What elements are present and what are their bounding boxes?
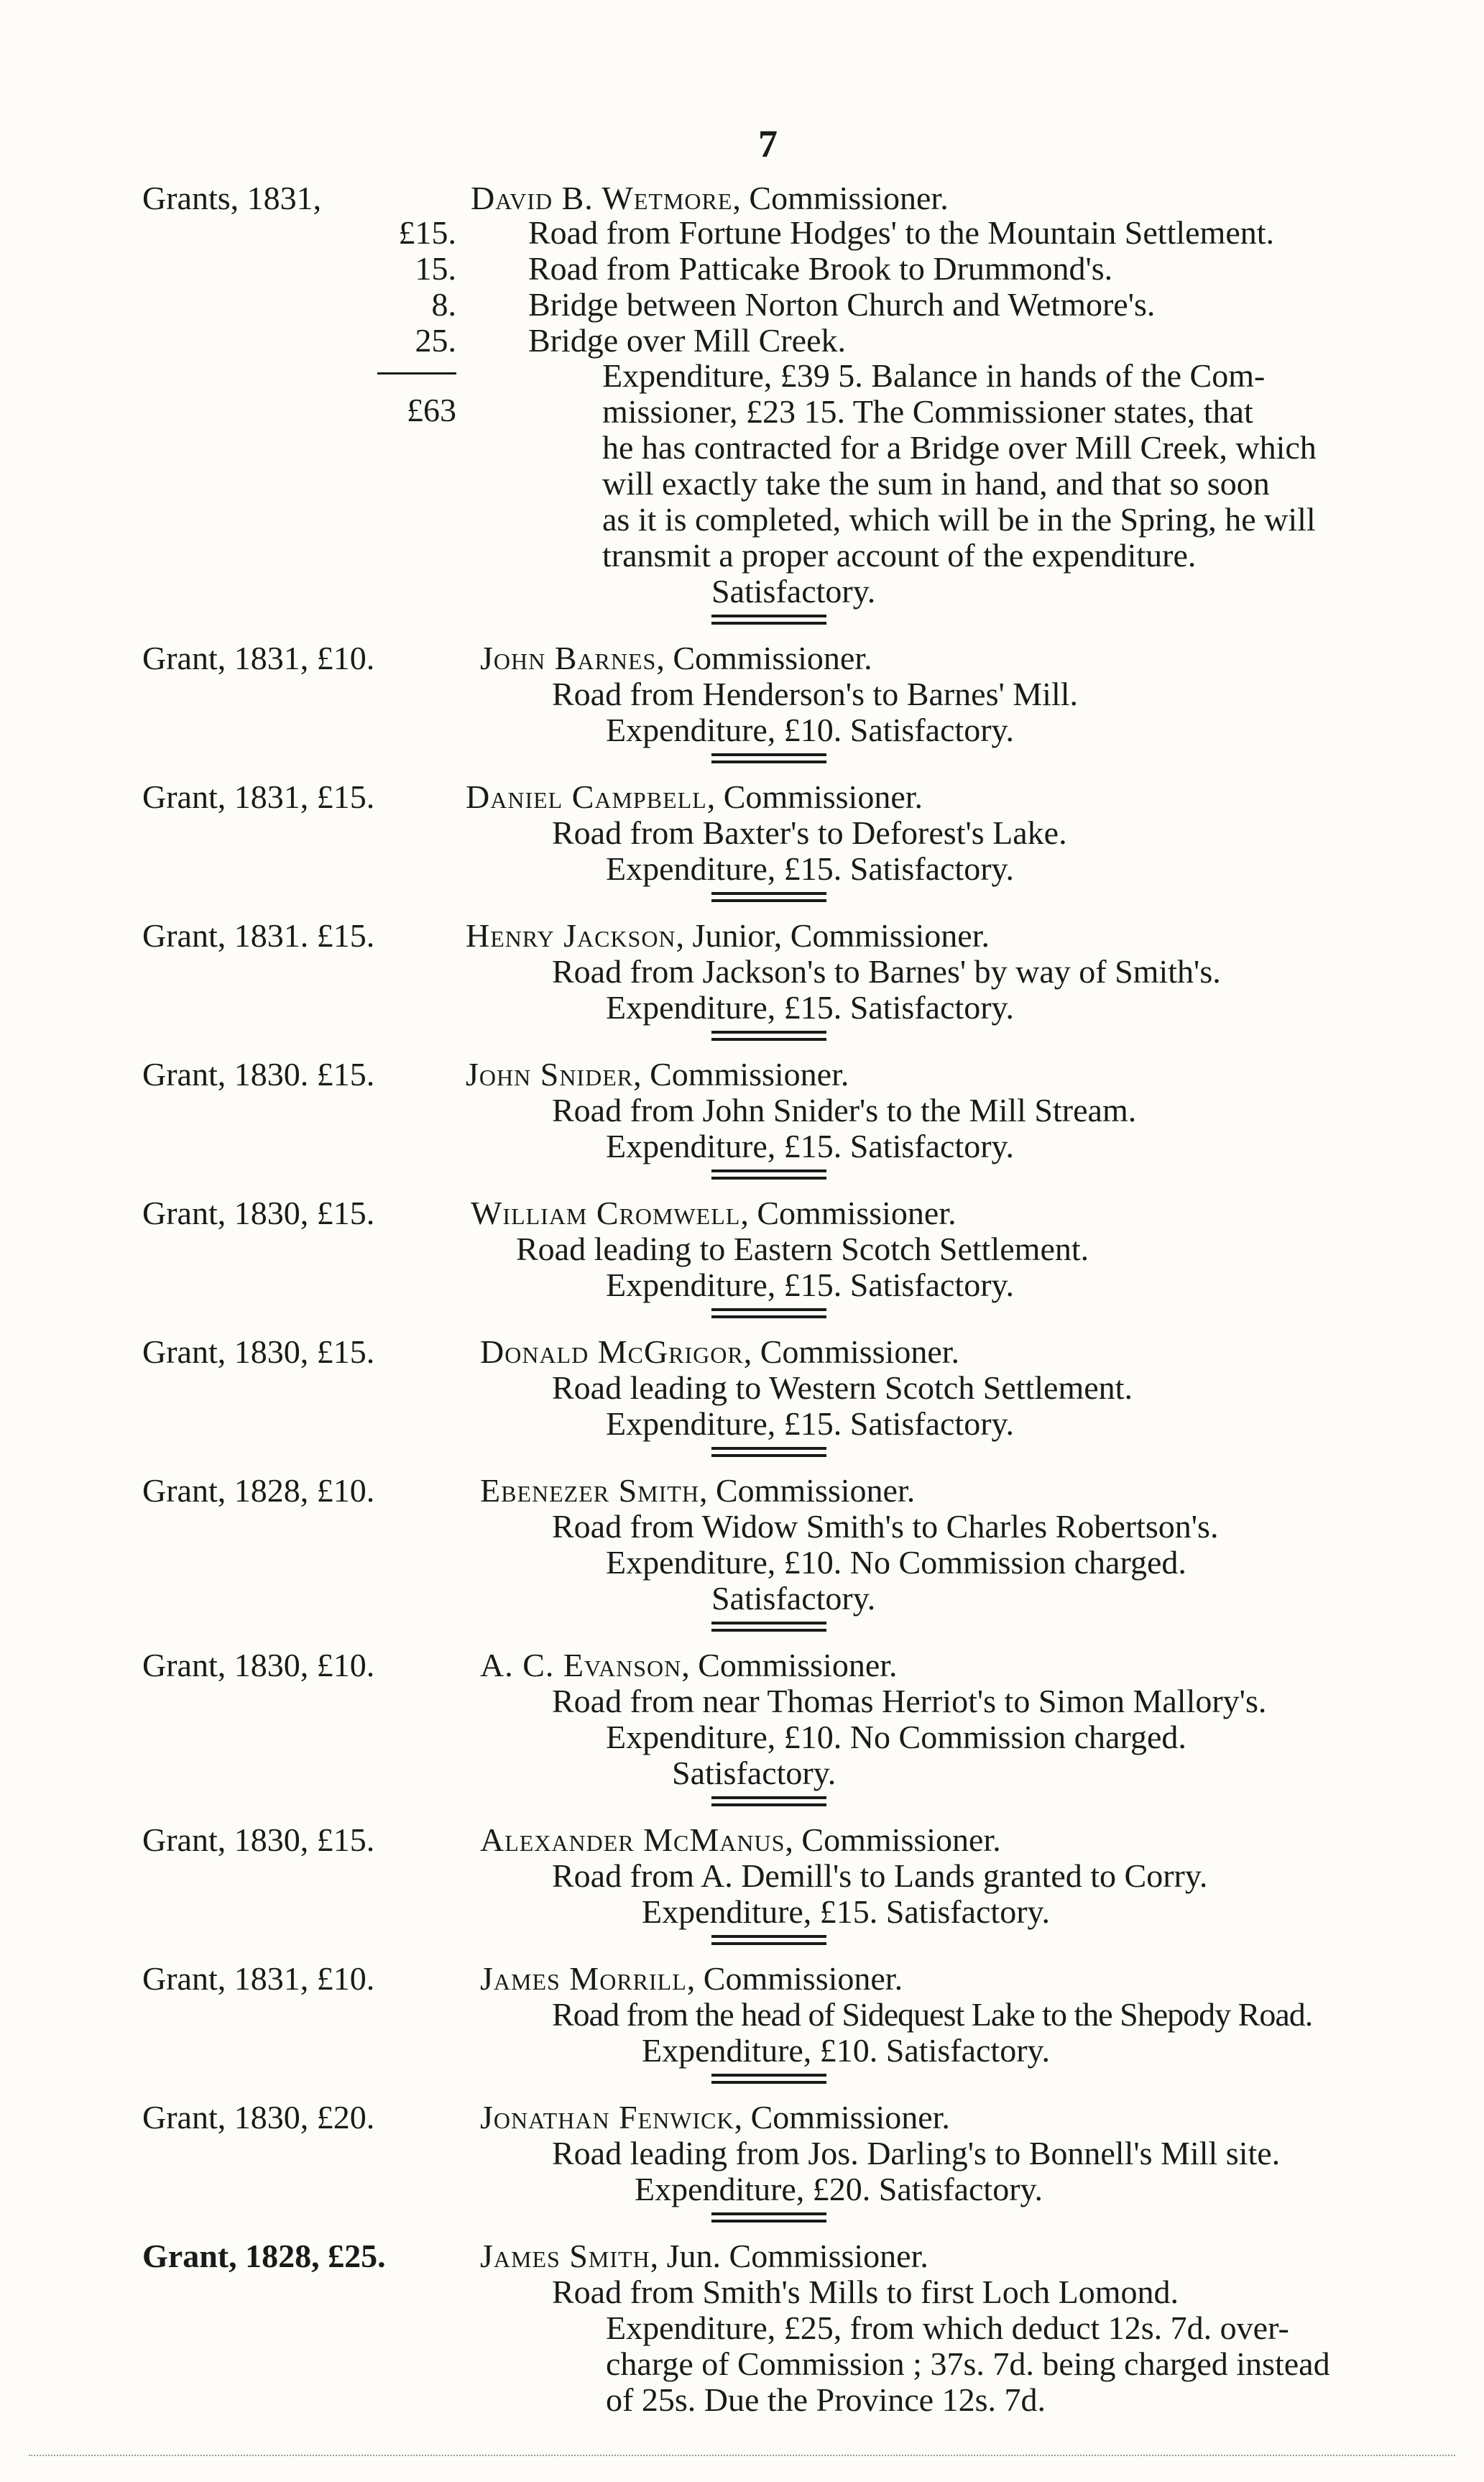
grant-label: Grant, 1831, £15. bbox=[142, 778, 375, 815]
verdict: Satisfactory. bbox=[711, 1580, 876, 1617]
expenditure: Expenditure, £15. Satisfactory. bbox=[606, 850, 1015, 887]
section-divider bbox=[711, 1308, 826, 1318]
commissioner-line bbox=[466, 917, 990, 955]
section-divider bbox=[711, 1622, 826, 1632]
note-line: he has contracted for a Bridge over Mill Creek, which bbox=[602, 429, 1317, 466]
road-description: Road from Baxter's to Deforest's Lake. bbox=[552, 814, 1067, 851]
grant-label: Grant, 1830, £15. bbox=[142, 1195, 375, 1231]
item-description: Road from Fortune Hodges' to the Mountain Settlement. bbox=[528, 214, 1275, 251]
commissioner-role: , Commissioner. bbox=[699, 1472, 916, 1509]
section-divider bbox=[711, 615, 826, 625]
commissioner-name: Alexander McManus bbox=[480, 1821, 785, 1858]
note-line: transmit a proper account of the expenditure. bbox=[602, 537, 1197, 574]
commissioner-line bbox=[466, 1056, 849, 1093]
road-description: Road leading to Western Scotch Settlement. bbox=[552, 1369, 1133, 1406]
commissioner-name: John Barnes bbox=[480, 640, 657, 676]
grant-label: Grant, 1830. £15. bbox=[142, 1056, 375, 1093]
expenditure: Expenditure, £10. Satisfactory. bbox=[606, 712, 1015, 748]
verdict: Satisfactory. bbox=[711, 573, 876, 610]
grant-label: Grant, 1830, £20. bbox=[142, 2099, 375, 2136]
section-divider bbox=[711, 1796, 826, 1806]
commissioner-role: , Commissioner. bbox=[734, 2099, 950, 2136]
commissioner-role: , Commissioner. bbox=[706, 778, 923, 815]
commissioner-role: , Commissioner. bbox=[633, 1056, 849, 1093]
note-line: Expenditure, £39 5. Balance in hands of the Com- bbox=[602, 357, 1266, 394]
commissioner-name: Jonathan Fenwick bbox=[480, 2099, 734, 2136]
note-line: missioner, £23 15. The Commissioner states, that bbox=[602, 393, 1253, 430]
sum-rule bbox=[377, 372, 456, 374]
note-line: will exactly take the sum in hand, and that so soon bbox=[602, 465, 1270, 502]
expenditure-line: of 25s. Due the Province 12s. 7d. bbox=[606, 2381, 1046, 2418]
section-divider bbox=[711, 753, 826, 763]
road-description: Road from Smith's Mills to first Loch Lomond. bbox=[552, 2274, 1179, 2310]
expenditure: Expenditure, £20. Satisfactory. bbox=[635, 2171, 1043, 2207]
commissioner-line bbox=[480, 2238, 928, 2275]
road-description: Road from Henderson's to Barnes' Mill. bbox=[552, 676, 1079, 712]
bottom-edge-speckle bbox=[29, 2455, 1455, 2470]
commissioner-line bbox=[480, 1472, 915, 1509]
section-divider bbox=[711, 1169, 826, 1180]
commissioner-name: William Cromwell bbox=[471, 1195, 741, 1231]
section-divider bbox=[711, 1447, 826, 1457]
road-description: Road from A. Demill's to Lands granted to Corry. bbox=[552, 1857, 1208, 1894]
expenditure: Expenditure, £15. Satisfactory. bbox=[606, 1267, 1015, 1303]
section-divider bbox=[711, 2212, 826, 2223]
commissioner-name: John Snider bbox=[466, 1056, 634, 1093]
grant-label: Grant, 1828, £10. bbox=[142, 1472, 375, 1509]
item-amount: 8. bbox=[431, 286, 456, 323]
commissioner-role: , Commissioner. bbox=[785, 1821, 1001, 1858]
grant-label: Grant, 1831, £10. bbox=[142, 640, 375, 676]
grant-label: Grant, 1831. £15. bbox=[142, 917, 375, 954]
commissioner-name: Ebenezer Smith bbox=[480, 1472, 699, 1509]
commissioner-name: James Morrill bbox=[480, 1960, 687, 1997]
commissioner-line bbox=[480, 1333, 959, 1371]
expenditure: Expenditure, £10. No Commission charged. bbox=[606, 1719, 1186, 1755]
expenditure: Expenditure, £15. Satisfactory. bbox=[642, 1893, 1051, 1930]
road-description: Road from near Thomas Herriot's to Simon Mallory's. bbox=[552, 1683, 1267, 1719]
note-line: as it is completed, which will be in the Spring, he will bbox=[602, 501, 1316, 538]
item-amount: £15. bbox=[398, 214, 456, 251]
commissioner-name: David B. Wetmore bbox=[471, 180, 733, 216]
page-number: 7 bbox=[758, 122, 778, 165]
commissioner-role: , Commissioner. bbox=[656, 640, 872, 676]
commissioner-role: , Commissioner. bbox=[681, 1647, 898, 1683]
expenditure: Expenditure, £15. Satisfactory. bbox=[606, 1128, 1015, 1164]
commissioner-line bbox=[480, 1960, 903, 1998]
section-divider bbox=[711, 1031, 826, 1041]
item-amount: 25. bbox=[415, 322, 456, 359]
commissioner-role: , Commissioner. bbox=[740, 1195, 957, 1231]
expenditure-line: charge of Commission ; 37s. 7d. being charged instead bbox=[606, 2345, 1330, 2382]
grant-label: Grant, 1831, £10. bbox=[142, 1960, 375, 1997]
commissioner-name: Donald McGrigor bbox=[480, 1333, 744, 1370]
commissioner-line bbox=[480, 1647, 898, 1684]
commissioner-line bbox=[471, 180, 949, 217]
item-amount: 15. bbox=[415, 250, 456, 287]
item-description: Bridge over Mill Creek. bbox=[528, 322, 847, 359]
commissioner-line bbox=[466, 778, 923, 816]
road-description: Road leading to Eastern Scotch Settlement. bbox=[516, 1231, 1089, 1267]
commissioner-line bbox=[480, 2099, 950, 2136]
expenditure: Expenditure, £10. Satisfactory. bbox=[642, 2032, 1051, 2069]
total-amount: £63 bbox=[407, 392, 456, 428]
grant-label: Grant, 1830, £15. bbox=[142, 1821, 375, 1858]
road-description: Road leading from Jos. Darling's to Bonnell's Mill site. bbox=[552, 2135, 1281, 2171]
item-description: Road from Patticake Brook to Drummond's. bbox=[528, 250, 1113, 287]
expenditure-line: Expenditure, £25, from which deduct 12s. 7d. over- bbox=[606, 2309, 1289, 2346]
road-description: Road from Widow Smith's to Charles Robertson's. bbox=[552, 1508, 1219, 1545]
section-divider bbox=[711, 2074, 826, 2084]
commissioner-role: , Commissioner. bbox=[732, 180, 949, 216]
expenditure: Expenditure, £15. Satisfactory. bbox=[606, 989, 1015, 1026]
grant-label: Grant, 1830, £15. bbox=[142, 1333, 375, 1370]
grant-label: Grant, 1828, £25. bbox=[142, 2238, 386, 2274]
commissioner-name: James Smith bbox=[480, 2238, 650, 2274]
section-divider bbox=[711, 1935, 826, 1945]
road-description: Road from Jackson's to Barnes' by way of Smith's. bbox=[552, 953, 1221, 990]
item-description: Bridge between Norton Church and Wetmore's. bbox=[528, 286, 1156, 323]
verdict: Satisfactory. bbox=[672, 1755, 837, 1791]
commissioner-role: , Commissioner. bbox=[743, 1333, 960, 1370]
grant-label: Grant, 1830, £10. bbox=[142, 1647, 375, 1683]
commissioner-name: A. C. Evanson bbox=[480, 1647, 682, 1683]
grant-label: Grants, 1831, bbox=[142, 180, 322, 216]
commissioner-name: Daniel Campbell bbox=[466, 778, 707, 815]
road-description: Road from the head of Sidequest Lake to the Shepody Road. bbox=[552, 1996, 1313, 2033]
expenditure: Expenditure, £15. Satisfactory. bbox=[606, 1405, 1015, 1442]
commissioner-name: Henry Jackson bbox=[466, 917, 676, 954]
commissioner-role: , Commissioner. bbox=[686, 1960, 903, 1997]
section-divider bbox=[711, 892, 826, 902]
commissioner-role: , Jun. Commissioner. bbox=[650, 2238, 928, 2274]
commissioner-line bbox=[471, 1195, 957, 1232]
expenditure: Expenditure, £10. No Commission charged. bbox=[606, 1544, 1186, 1581]
commissioner-line bbox=[480, 640, 872, 677]
road-description: Road from John Snider's to the Mill Stream. bbox=[552, 1092, 1137, 1129]
commissioner-line bbox=[480, 1821, 1001, 1859]
commissioner-role: , Junior, Commissioner. bbox=[676, 917, 990, 954]
